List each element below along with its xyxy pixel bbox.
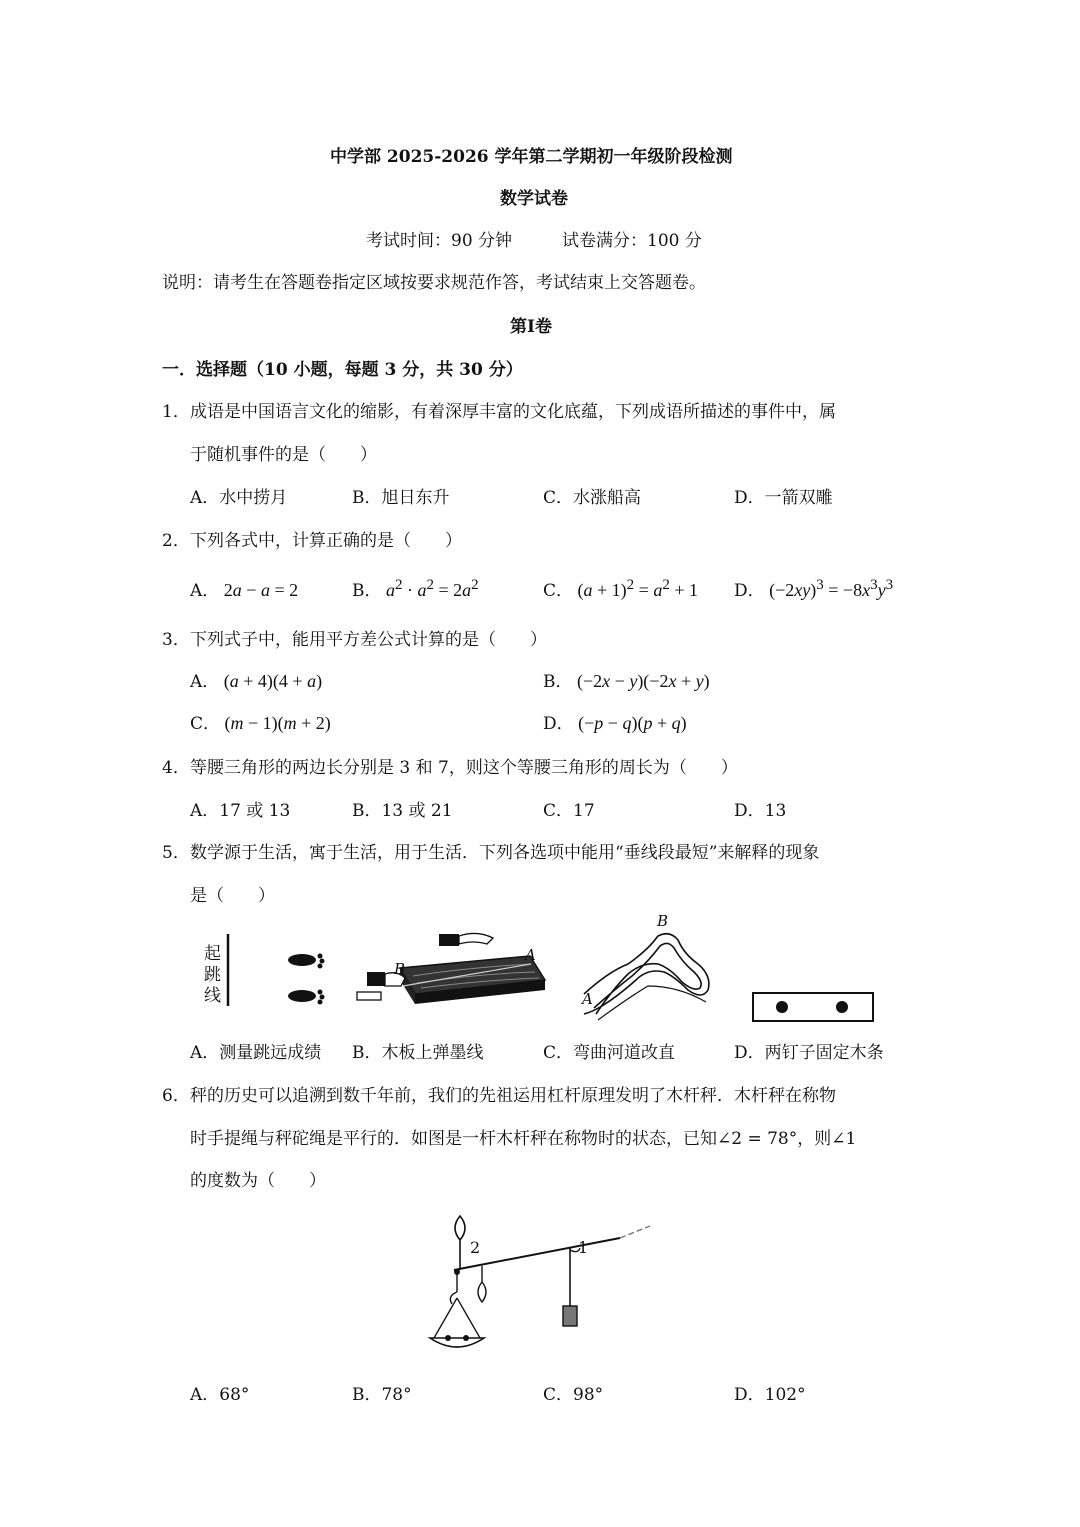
q3-option-b[interactable] xyxy=(543,667,710,692)
nailed-strip-figure xyxy=(750,990,876,1024)
q6-option-c[interactable]: C．98° xyxy=(543,1385,604,1405)
section-heading: 一．选择题（10 小题，每题 3 分，共 30 分） xyxy=(162,360,523,380)
q2-option-d-expr: $(-2xy)^3 = -8x^3y^3$ xyxy=(764,577,894,600)
long-jump-figure xyxy=(220,930,340,1010)
q2-option-d[interactable] xyxy=(734,576,893,601)
q3-option-b-letter: B． xyxy=(543,672,573,692)
nail-icon xyxy=(776,1001,788,1013)
start-line-char-1: 起 xyxy=(204,944,221,964)
q2-option-c[interactable] xyxy=(543,576,698,601)
q5-option-a[interactable]: A．测量跳远成绩 xyxy=(190,1043,322,1063)
q3-stem: 下列式子中，能用平方差公式计算的是（ ） xyxy=(190,630,547,650)
q6-stem-3: 的度数为（ ） xyxy=(190,1171,326,1191)
q1-stem-2: 于随机事件的是（ ） xyxy=(190,445,377,465)
q5-number: 5． xyxy=(162,843,190,863)
q5-stem: 数学源于生活，寓于生活，用于生活．下列各选项中能用“垂线段最短”来解释的现象 xyxy=(190,843,820,863)
q1-option-a[interactable]: A．水中捞月 xyxy=(190,488,288,508)
q5-option-d[interactable]: D．两钉子固定木条 xyxy=(734,1043,884,1063)
nail-icon xyxy=(836,1001,848,1013)
steelyard-figure xyxy=(420,1210,660,1360)
q6-number: 6． xyxy=(162,1086,190,1106)
river-point-a: A xyxy=(582,990,593,1008)
q3-option-c-letter: C． xyxy=(190,714,221,734)
q3-option-c-expr: (m − 1)(m + 2) xyxy=(220,713,331,733)
q5-option-b[interactable]: B．木板上弹墨线 xyxy=(352,1043,484,1063)
q3-option-d-expr: (−p − q)(p + q) xyxy=(573,713,687,733)
q5-option-c[interactable]: C．弯曲河道改直 xyxy=(543,1043,676,1063)
exam-title: 中学部 2025-2026 学年第二学期初一年级阶段检测 xyxy=(330,147,733,167)
angle-1-label: 1 xyxy=(578,1238,589,1257)
q3-option-a-letter: A． xyxy=(190,672,220,692)
q1-stem: 成语是中国语言文化的缩影，有着深厚丰富的文化底蕴，下列成语所描述的事件中，属 xyxy=(190,402,836,422)
hand-icon xyxy=(439,933,493,946)
volume-title: 第Ⅰ卷 xyxy=(510,317,552,337)
q4-number: 4． xyxy=(162,758,190,778)
q1-number: 1． xyxy=(162,402,190,422)
q2-option-c-letter: C． xyxy=(543,581,574,601)
subject-title: 数学试卷 xyxy=(500,189,568,209)
q3-number: 3． xyxy=(162,630,190,650)
q2-option-b-letter: B． xyxy=(352,581,382,601)
board-point-b: B xyxy=(394,960,406,978)
board-point-a: A xyxy=(525,946,536,964)
q2-number: 2． xyxy=(162,531,190,551)
exam-time: 考试时间：90 分钟 xyxy=(366,231,513,251)
q2-option-c-expr: $(a + 1)^2 = a^2 + 1$ xyxy=(573,577,698,600)
exam-score: 试卷满分：100 分 xyxy=(562,231,702,251)
q3-option-b-expr: (−2x − y)(−2x + y) xyxy=(572,671,710,691)
q2-option-a-expr: 2a − a = 2 xyxy=(219,580,299,600)
start-line-char-3: 线 xyxy=(204,986,221,1006)
q4-option-b[interactable]: B．13 或 21 xyxy=(352,801,453,821)
q4-option-a[interactable]: A．17 或 13 xyxy=(190,801,291,821)
footprint-icon xyxy=(288,990,325,1005)
angle-2-label: 2 xyxy=(470,1238,481,1257)
q1-option-c[interactable]: C．水涨船高 xyxy=(543,488,642,508)
exam-note: 说明：请考生在答题卷指定区域按要求规范作答，考试结束上交答题卷。 xyxy=(162,273,706,293)
footprint-icon xyxy=(288,954,325,969)
wood-board-figure xyxy=(355,928,555,1010)
q6-stem-2: 时手提绳与秤砣绳是平行的．如图是一杆木杆秤在称物时的状态，已知∠2 = 78°，则∠1 xyxy=(190,1129,857,1149)
q6-option-d[interactable]: D．102° xyxy=(734,1385,806,1405)
q2-stem: 下列各式中，计算正确的是（ ） xyxy=(190,531,462,551)
q3-option-a-expr: (a + 4)(4 + a) xyxy=(219,671,323,691)
q1-option-b[interactable]: B．旭日东升 xyxy=(352,488,450,508)
start-line-char-2: 跳 xyxy=(204,965,221,985)
q3-option-d-letter: D． xyxy=(543,714,574,734)
q2-option-a[interactable] xyxy=(190,576,298,601)
q6-stem: 秤的历史可以追溯到数千年前，我们的先祖运用杠杆原理发明了木杆秤．木杆秤在称物 xyxy=(190,1086,836,1106)
q4-option-c[interactable]: C．17 xyxy=(543,801,595,821)
river-point-b: B xyxy=(657,912,669,930)
q2-option-d-letter: D． xyxy=(734,581,765,601)
q2-option-b-expr: $a^2 \cdot a^2 = 2a^2$ xyxy=(386,577,479,600)
q3-option-c[interactable] xyxy=(190,709,331,734)
q6-option-a[interactable]: A．68° xyxy=(190,1385,250,1405)
q3-option-a[interactable] xyxy=(190,667,322,692)
q3-option-d[interactable] xyxy=(543,709,687,734)
q1-option-d[interactable]: D．一箭双雕 xyxy=(734,488,833,508)
river-figure xyxy=(578,928,718,1023)
q5-stem-2: 是（ ） xyxy=(190,886,275,906)
q4-stem: 等腰三角形的两边长分别是 3 和 7，则这个等腰三角形的周长为（ ） xyxy=(190,758,738,778)
q6-option-b[interactable]: B．78° xyxy=(352,1385,412,1405)
q2-option-a-letter: A． xyxy=(190,581,220,601)
q2-option-b[interactable] xyxy=(352,576,479,601)
q4-option-d[interactable]: D．13 xyxy=(734,801,787,821)
